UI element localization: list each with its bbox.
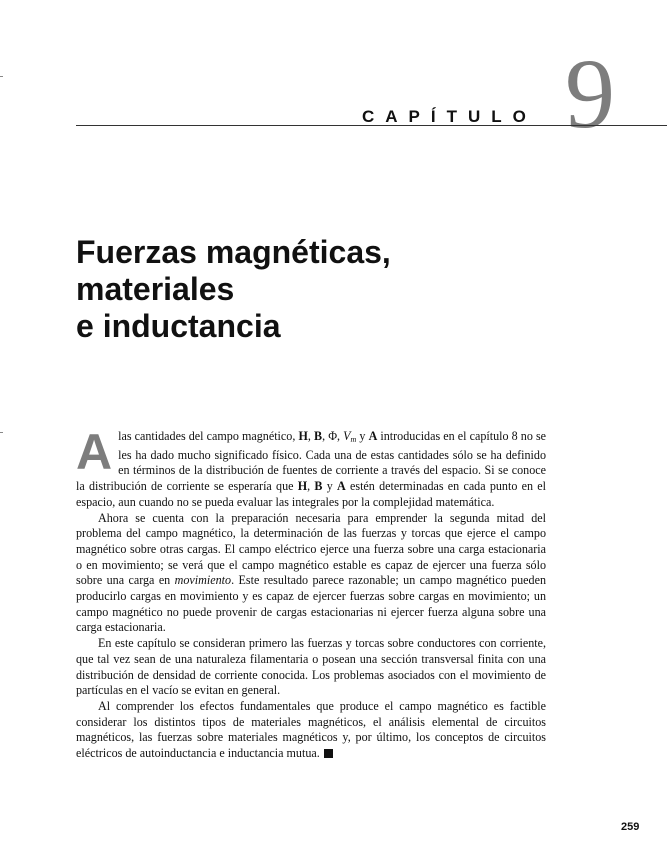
title-line-2: materiales — [76, 271, 235, 307]
header-rule — [76, 125, 667, 126]
paragraph-4: Al comprender los efectos fundamentales que produce el campo magnético es factible considerar los distintos tipos de materiales magnéticos, el análisis elemental de circuitos magnéticos, las fuerzas sobre materiales magnéticos y, por último, los conceptos de circuitos eléctricos de autoinductancia e inductancia mutua. — [76, 698, 546, 761]
title-line-1: Fuerzas magnéticas, — [76, 234, 391, 270]
title-line-3: e inductancia — [76, 308, 281, 344]
chapter-label: CAPÍTULO — [362, 107, 537, 126]
crop-mark-middle — [0, 432, 3, 433]
crop-mark-top — [0, 76, 3, 77]
drop-cap: A — [76, 424, 113, 480]
paragraph-3: En este capítulo se consideran primero las fuerzas y torcas sobre conductores con corriente, que tal vez sean de una naturaleza filamentaria o posean una sección transversal finita con una distribución de densidad de corriente conocida. Los problemas asociados con el movimiento de partículas en el vacío se evitan en general. — [76, 636, 546, 698]
page-number: 259 — [621, 821, 640, 833]
body-text — [76, 424, 547, 762]
paragraph-2: Ahora se cuenta con la preparación necesaria para emprender la segunda mitad del problema del campo magnético, la determinación de las fuerzas y torcas que ejerce el campo magnético sobre otras cargas. El campo eléctrico ejerce una fuerza sobre una carga estacionaria o en movimiento; se verá que el campo magnético estable es capaz de ejercer una fuerza sólo sobre una carga en movimiento. Este resultado parece razonable; un campo magnético pueden producirlo cargas en movimiento y es capaz de ejercer fuerzas sobre cargas en movimiento; un campo magnético no puede provenir de cargas estacionarias ni ejercer fuerza alguna sobre una carga estacionaria. — [76, 510, 546, 635]
paragraph-1: Alas cantidades del campo magnético, H, B, Φ, $V_m$ y A introducidas en el capítulo 8 no se les ha dado mucho significado físico. Cada una de estas cantidades sólo se ha definido en términos de la distribución de fuentes de corriente a través del espacio. Si se conoce la distribución de corriente se esperaría que H, B y A estén determinadas en cada punto en el espacio, aun cuando no se pueda evaluar las integrales por la complejidad matemática. — [76, 424, 547, 509]
end-of-section-mark — [324, 749, 333, 758]
chapter-title — [76, 234, 556, 345]
chapter-number: 9 — [565, 38, 615, 149]
